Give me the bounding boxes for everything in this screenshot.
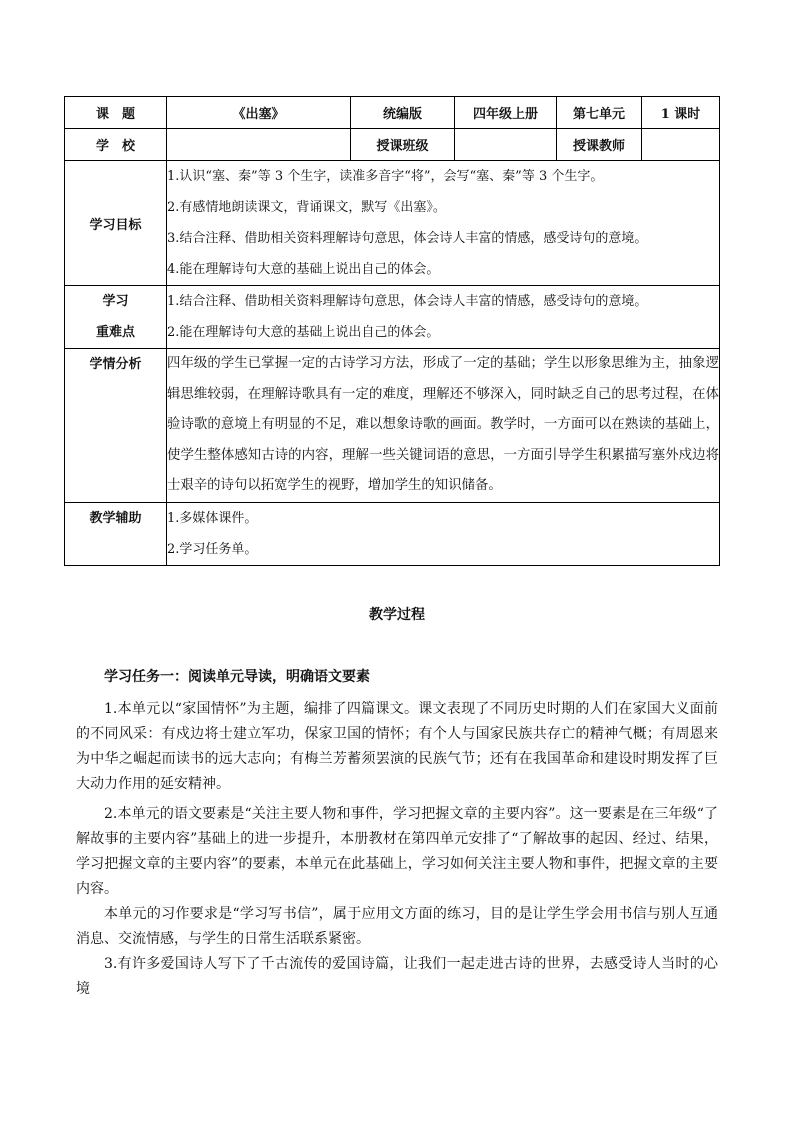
key-point-item: 1.结合注释、借助相关资料理解诗句意思，体会诗人丰富的情感，感受诗句的意境。 — [167, 294, 648, 309]
periods: 1 课时 — [642, 97, 720, 129]
paragraph: 2.本单元的语文要素是“关注主要人物和事件，学习把握文章的主要内容”。这一要素是在三年级“了解故事的主要内容”基础上的进一步提升，本册教材在第四单元安排了“了解故事的起因、经过、结果，学习把握文章的主要内容”的要素，本单元在此基础上，学习如何关注主要人物和事件，把握文章的主要内容。 — [76, 806, 718, 897]
lesson-title: 《出塞》 — [167, 97, 351, 129]
process-heading: 教学过程 — [369, 607, 425, 623]
label-aids: 教学辅助 — [65, 502, 167, 565]
class-value — [455, 129, 557, 161]
label-school: 学 校 — [65, 129, 167, 161]
table-row-course — [65, 97, 720, 129]
label-objectives: 学习目标 — [65, 161, 167, 286]
unit: 第七单元 — [557, 97, 642, 129]
label-key-points-line1: 学习 — [102, 294, 129, 309]
objective-item: 4.能在理解诗句大意的基础上说出自己的体会。 — [167, 262, 440, 277]
objectives-list — [167, 161, 720, 286]
objective-item: 3.结合注释、借助相关资料理解诗句意思，体会诗人丰富的情感，感受诗句的意境。 — [167, 231, 648, 246]
table-row-key-points — [65, 286, 720, 349]
label-key-points-line2: 重难点 — [95, 325, 135, 340]
objective-item: 2.有感情地朗读课文，背诵课文，默写《出塞》。 — [167, 200, 446, 215]
teacher-value — [642, 129, 720, 161]
label-course: 课 题 — [65, 97, 167, 129]
analysis-text: 四年级的学生已掌握一定的古诗学习方法，形成了一定的基础；学生以形象思维为主，抽象逻辑思维较弱，在理解诗歌具有一定的难度，理解还不够深入，同时缺乏自己的思考过程，在体验诗歌的意境上有明显的不足，难以想象诗歌的画面。教学时，一方面可以在熟读的基础上，使学生整体感知古诗的内容，理解一些关键词语的意思，一方面引导学生积累描写塞外戍边将士艰辛的诗句以拓宽学生的视野，增加学生的知识储备。 — [167, 356, 719, 494]
paragraph: 本单元的习作要求是“学习写书信”，属于应用文方面的练习，目的是让学生学会用书信与别人互通消息、交流情感，与学生的日常生活联系紧密。 — [76, 906, 718, 947]
paragraph: 1.本单元以“家国情怀”为主题，编排了四篇课文。课文表现了不同历史时期的人们在家国大义面前的不同风采：有戍边将士建立军功，保家卫国的情怀；有个人与国家民族共存亡的精神气概；有周恩来为中华之崛起而读书的远大志向；有梅兰芳蓄须罢演的民族气节；还有在我国革命和建设时期发挥了巨大动力作用的延安精神。 — [76, 701, 718, 792]
label-key-points — [65, 286, 167, 349]
grade: 四年级上册 — [455, 97, 557, 129]
process-body — [76, 697, 718, 1002]
aid-item: 2.学习任务单。 — [167, 541, 258, 557]
table-row-analysis — [65, 349, 720, 503]
table-row-objectives — [65, 161, 720, 286]
paragraph: 3.有许多爱国诗人写下了千古流传的爱国诗篇，让我们一起走进古诗的世界，去感受诗人当时的心境 — [76, 956, 718, 997]
lesson-info-table — [64, 96, 720, 566]
label-teacher: 授课教师 — [557, 129, 642, 161]
table-row-aids — [65, 502, 720, 565]
aid-item: 1.多媒体课件。 — [167, 510, 258, 526]
school-value — [167, 129, 351, 161]
label-analysis: 学情分析 — [65, 349, 167, 503]
table-row-school — [65, 129, 720, 161]
aids-list — [167, 502, 720, 565]
key-points-list — [167, 286, 720, 349]
task1-title: 学习任务一：阅读单元导读，明确语文要素 — [104, 669, 370, 685]
edition: 统编版 — [351, 97, 455, 129]
objective-item: 1.认识“塞、秦”等 3 个生字，读准多音字“将”，会写“塞、秦”等 3 个生字。 — [167, 169, 604, 184]
label-class: 授课班级 — [351, 129, 455, 161]
key-point-item: 2.能在理解诗句大意的基础上说出自己的体会。 — [167, 325, 440, 340]
analysis-cell — [167, 349, 720, 503]
